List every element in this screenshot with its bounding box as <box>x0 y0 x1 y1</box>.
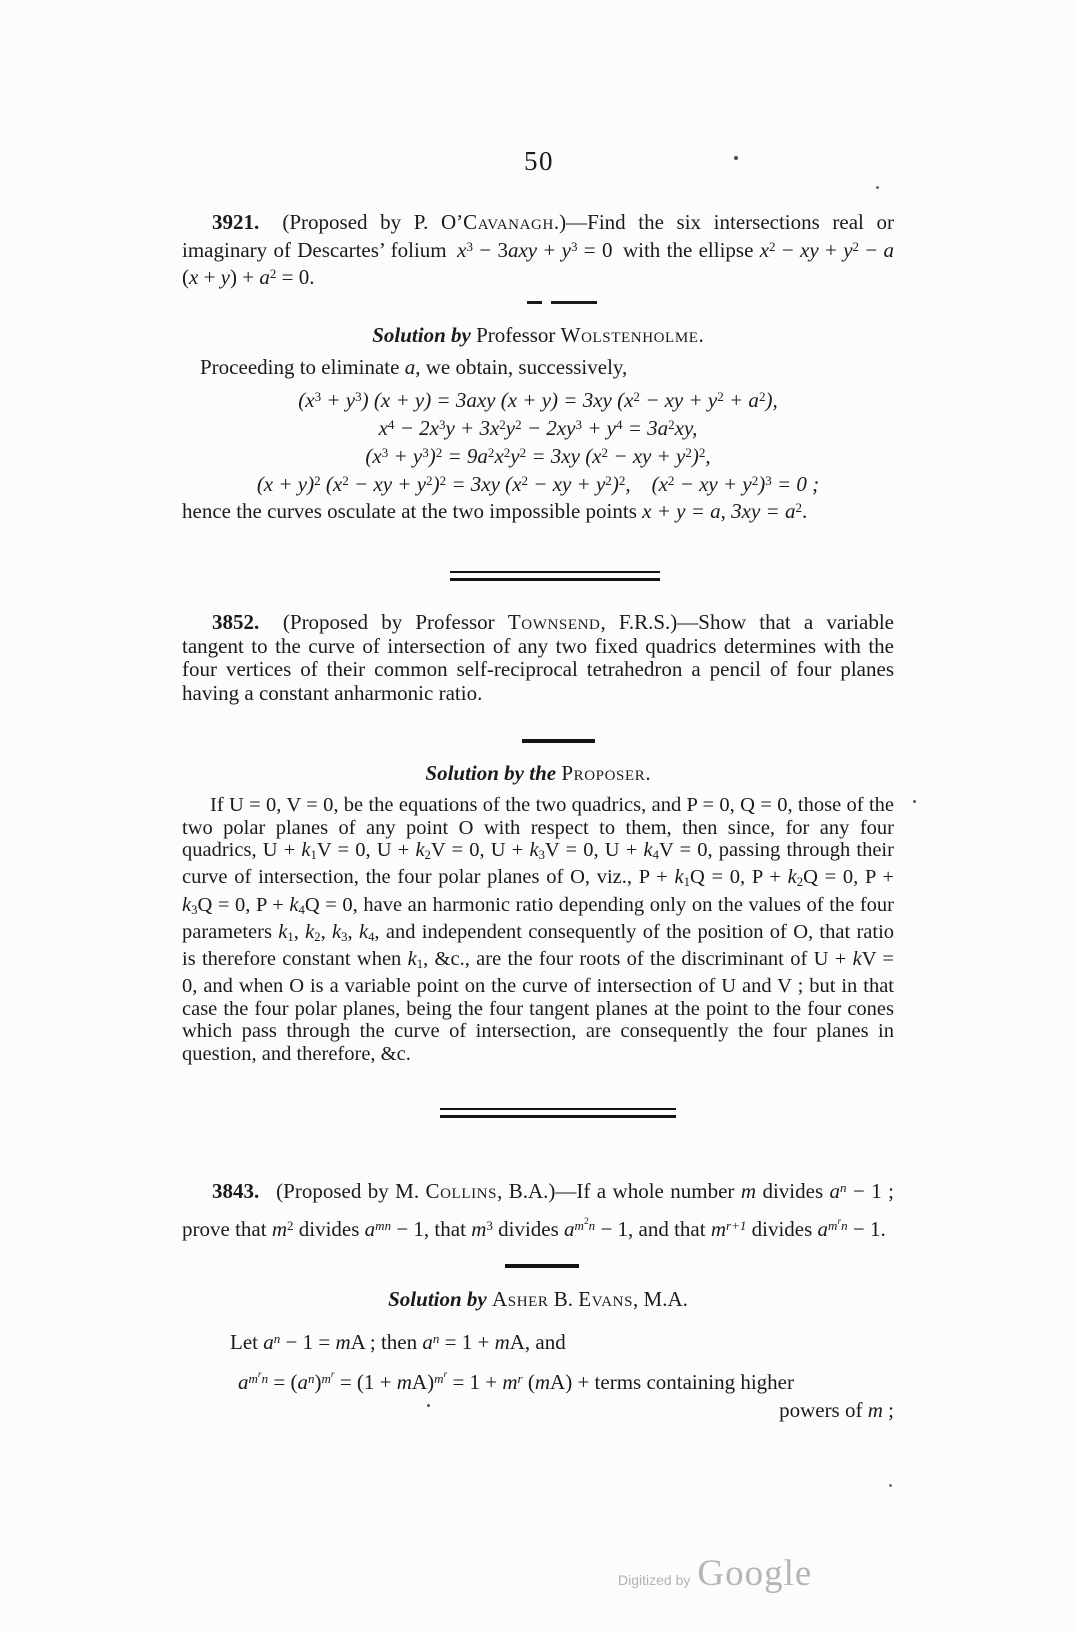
solution-3852-body: If U = 0, V = 0, be the equations of the two quadrics, and P = 0, Q = 0, those of the two polar planes of any point O with respect to them, then since, for any four quadrics, U + k1V = 0, U + k2V = 0, U + k3V = 0, U + k4V = 0, passing through their curve of intersection, the four polar planes of O, viz., P + k1Q = 0, P + k2Q = 0, P + k3Q = 0, P + k4Q = 0, have an harmonic ratio depending only on the values of the four parameters k1, k2, k3, k4, and independent consequently of the position of O, that ratio is therefore constant when k1, &c., are the four roots of the discriminant of U + kV = 0, and when O is a variable point on the curve of intersection of U and V ; but in that case the four polar planes, being the four tangent planes at the point to the four cones which pass through the curve of intersection, are consequently the four planes in question, and therefore, &c. <box>182 794 895 1065</box>
equation-line-4: $(x + y)^2$ ($x^2$ − xy + $y^2)^2 = 3xy$ ($x^2$ − xy + $y^2)^2$, ($x^2$ − xy + $y^2)^3 = 0$ ; <box>256 471 820 496</box>
solution-header-proposer: Solution by the Proposer. <box>425 761 651 785</box>
problem-3852-statement: 3852. (Proposed by Professor Townsend, F.R.S.)—Show that a variable tangent to the curve of intersection of any two fixed quadrics determines with the four vertices of their common self-reciprocal tetrahedron a pencil of four planes having a constant anharmonic ratio. <box>182 610 894 705</box>
equation-line-3: $(x^3 + y^3)^2 = 9a^2x^2y^2 = 3xy$ ($x^2$ − xy + $y^2)^2$, <box>365 443 711 468</box>
divider-double-rule-2 <box>440 1108 676 1118</box>
solution-3921-intro-line: Proceeding to eliminate a, we obtain, successively, <box>200 355 628 379</box>
divider-double-rule-1 <box>450 571 660 581</box>
divider-dash-long <box>551 301 597 304</box>
scan-speck <box>889 1484 892 1487</box>
solution-header-evans: Solution by Asher B. Evans, M.A. <box>388 1287 688 1311</box>
problem-3921-statement: 3921. (Proposed by P. O’Cavanagh.)—Find the six intersections real or imaginary of Descartes’ folium $x^3 - 3axy + y^3 = 0$ with the ellipse $x^2$ − xy + $y^2 - a$ $(x + y) + a^2 = 0$. <box>182 210 895 289</box>
solution-3843-expansion-line: $a^{mrn} = (a^n)^{mr} = (1 + mA)^{mr} = 1 + m^r$ (mA) + terms containing higher <box>238 1369 794 1394</box>
solution-3843-powers-line: powers of m ; <box>779 1398 894 1422</box>
divider-short-rule-2 <box>505 1264 579 1268</box>
divider-short-rule-1 <box>522 739 595 743</box>
scan-speck <box>734 156 738 160</box>
solution-3843-let-line: Let $a^n - 1$ = mA ; then $a^n = 1$ + mA, and <box>230 1329 566 1354</box>
google-logo: Google <box>697 1553 813 1594</box>
equation-line-1: $(x^3 + y^3) (x + y) = 3axy$ (x + y) = 3xy ($x^2$ − xy + $y^2 + a^2$), <box>298 387 778 412</box>
solution-3921-conclusion: hence the curves osculate at the two impossible points x + y = a, $3xy = a^2$. <box>182 498 808 523</box>
problem-3843-statement: 3843. (Proposed by M. Collins, B.A.)—If a whole number m divides $a^n - 1$ ; prove that $m^2$ divides $a^{mn} - 1$, that $m^3$ divides $a^{m2n} - 1$, and that $m^{r+1}$ divides $a^{mrn} - 1$. <box>182 1178 894 1241</box>
scan-speck <box>876 186 879 189</box>
digitized-by-label: Digitized by <box>618 1572 691 1588</box>
solution-header-wolstenholme: Solution by Professor Wolstenholme. <box>372 323 704 347</box>
page-number: 50 <box>524 146 554 176</box>
equation-line-2: $x^4 - 2x^3y + 3x^2y^2 - 2xy^3 + y^4 = 3a^2xy$, <box>378 415 698 440</box>
scan-speck <box>913 800 916 803</box>
divider-dash-short <box>527 301 542 304</box>
scan-speck <box>427 1404 430 1407</box>
google-watermark <box>618 1552 812 1595</box>
